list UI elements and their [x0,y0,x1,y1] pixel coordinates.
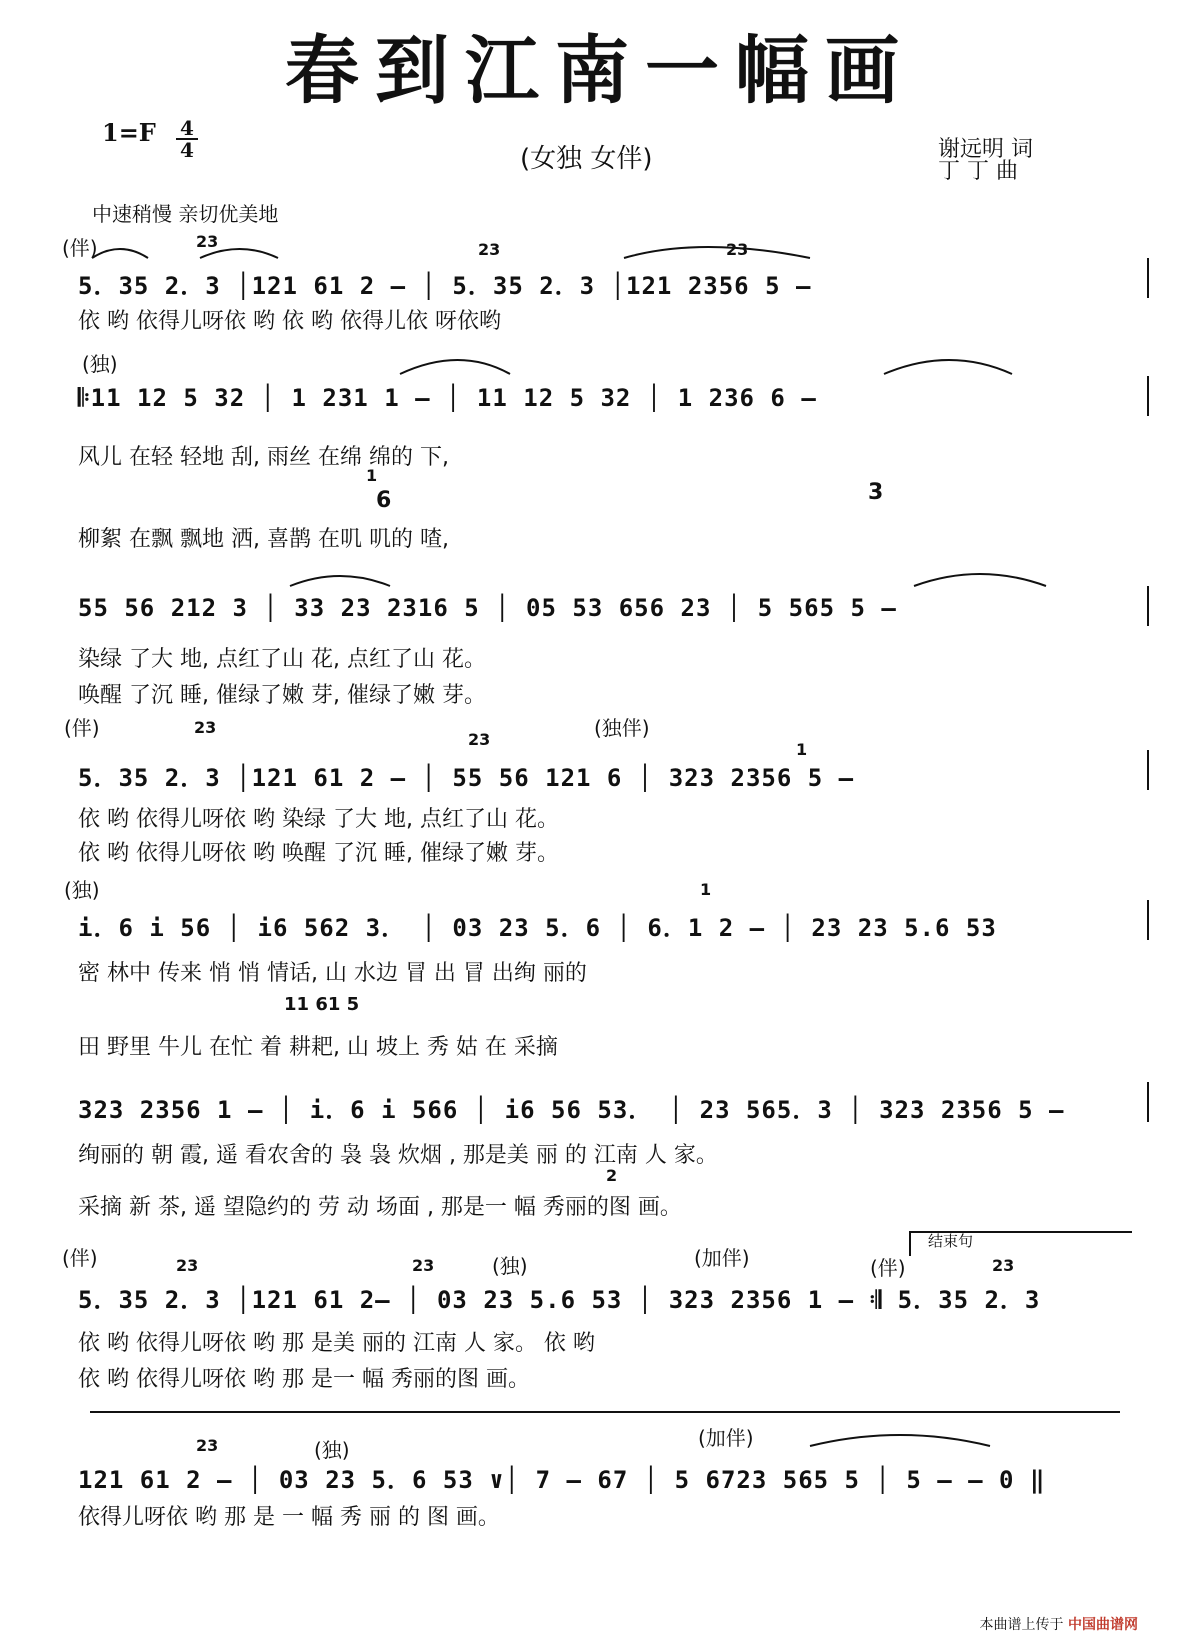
slur [624,247,810,258]
slur [884,360,1012,374]
grace-note: 1 [796,740,808,759]
lyric-line: 依 哟 依得儿呀依 哟 那 是一 幅 秀丽的图 画。 [78,1367,530,1392]
performers: (女独 女伴) [520,144,653,174]
meter-top: 4 [176,118,198,140]
notation-line: 55 56 212 3 │ 33 23 2316 5 │ 05 53 656 23 │ 5 565 5 – [78,594,897,622]
grace-note: 3 [868,480,884,505]
part-tag: (独伴) [594,716,650,740]
notation-line: 𝄆11 12 5 32 │ 1 231 1 – │ 11 12 5 32 │ 1 236 6 – [78,384,817,412]
notation-line: 323 2356 1 – │ i．6 i 566 │ i6 56 53． │ 23 565．3 │ 323 2356 5 – [78,1096,1065,1124]
grace-note: 23 [468,730,491,749]
grace-note: 1 [700,880,712,899]
part-tag: (伴) [62,236,98,260]
notation-line: 5．35 2．3 │121 61 2 – │ 55 56 121 6 │ 323 2356 5 – [78,764,855,792]
part-tag: (伴) [870,1256,906,1280]
footer-prefix: 本曲谱上传于 [979,1617,1064,1633]
lyricist-credit: 谢远明 词 [938,137,1033,162]
grace-note: 23 [726,240,749,259]
notation-line: 121 61 2 – │ 03 23 5．6 53 ∨│ 7 – 67 │ 5 6723 565 5 │ 5 – – 0 ‖ [78,1466,1046,1494]
key-signature: 1=F [102,118,156,147]
time-signature [176,118,198,160]
slur [92,249,148,258]
composer-credit: 丁 丁 曲 [938,159,1018,184]
part-tag: (伴) [62,1246,98,1270]
lyric-line: 采摘 新 茶, 遥 望隐约的 劳 动 场面 , 那是一 幅 秀丽的图 画。 [78,1195,682,1220]
lyric-line: 柳絮 在飘 飘地 洒, 喜鹊 在叽 叽的 喳, [78,527,449,552]
meter-bottom: 4 [180,138,194,162]
lyric-line: 风儿 在轻 轻地 刮, 雨丝 在绵 绵的 下, [78,445,449,470]
slur [914,574,1046,586]
lyric-line: 绚丽的 朝 霞, 遥 看农舍的 袅 袅 炊烟 , 那是美 丽 的 江南 人 家。 [78,1143,718,1168]
grace-note: 2 [606,1166,618,1185]
lyric-line: 依 哟 依得儿呀依 哟 那 是美 丽的 江南 人 家。 依 哟 [78,1331,595,1356]
notation-line: 5．35 2．3 │121 61 2– │ 03 23 5.6 53 │ 323 2356 1 – 𝄇 5．35 2．3 [78,1286,1041,1314]
slur [400,360,510,374]
lyric-line: 密 林中 传来 悄 悄 情话, 山 水边 冒 出 冒 出绚 丽的 [78,961,587,986]
part-tag: (加伴) [694,1246,750,1270]
slur [810,1435,990,1446]
notation-line: 5．35 2．3 │121 61 2 – │ 5．35 2．3 │121 2356 5 – [78,272,812,300]
part-tag: (独) [82,352,118,376]
lyric-line: 依 哟 依得儿呀依 哟 唤醒 了沉 睡, 催绿了嫩 芽。 [78,841,559,866]
lyric-line: 依 哟 依得儿呀依 哟 染绿 了大 地, 点红了山 花。 [78,807,559,832]
lyric-line: 田 野里 牛儿 在忙 着 耕耙, 山 坡上 秀 姑 在 采摘 [78,1035,558,1060]
part-tag: (加伴) [698,1426,754,1450]
grace-note: 11 61 5 [284,994,360,1015]
grace-note: 1 [366,466,378,485]
grace-note: 23 [992,1256,1015,1275]
grace-note: 23 [194,718,217,737]
score-title: 春到江南一幅画 [285,28,915,114]
lyric-line: 染绿 了大 地, 点红了山 花, 点红了山 花。 [78,647,486,672]
tempo-marking: 中速稍慢 亲切优美地 [92,202,279,226]
lyric-line: 依得儿呀依 哟 那 是 一 幅 秀 丽 的 图 画。 [78,1505,500,1530]
grace-note: 23 [176,1256,199,1275]
part-tag: (独) [314,1438,350,1462]
grace-note: 23 [412,1256,435,1275]
lyric-line: 唤醒 了沉 睡, 催绿了嫩 芽, 催绿了嫩 芽。 [78,683,486,708]
part-tag: (伴) [64,716,100,740]
source-footer [980,1614,1138,1634]
footer-site: 中国曲谱网 [1068,1617,1138,1633]
grace-note: 6 [376,488,392,513]
grace-note: 23 [196,1436,219,1455]
slur [290,576,390,586]
ending-label: 结束句 [928,1232,974,1250]
notation-line: i．6 i 56 │ i6 562 3． │ 03 23 5．6 │ 6．1 2 – │ 23 23 5.6 53 [78,914,997,942]
grace-note: 23 [196,232,219,251]
grace-note: 23 [478,240,501,259]
lyric-line: 依 哟 依得儿呀依 哟 依 哟 依得儿依 呀依哟 [78,309,501,334]
part-tag: (独) [492,1254,528,1278]
part-tag: (独) [64,878,100,902]
